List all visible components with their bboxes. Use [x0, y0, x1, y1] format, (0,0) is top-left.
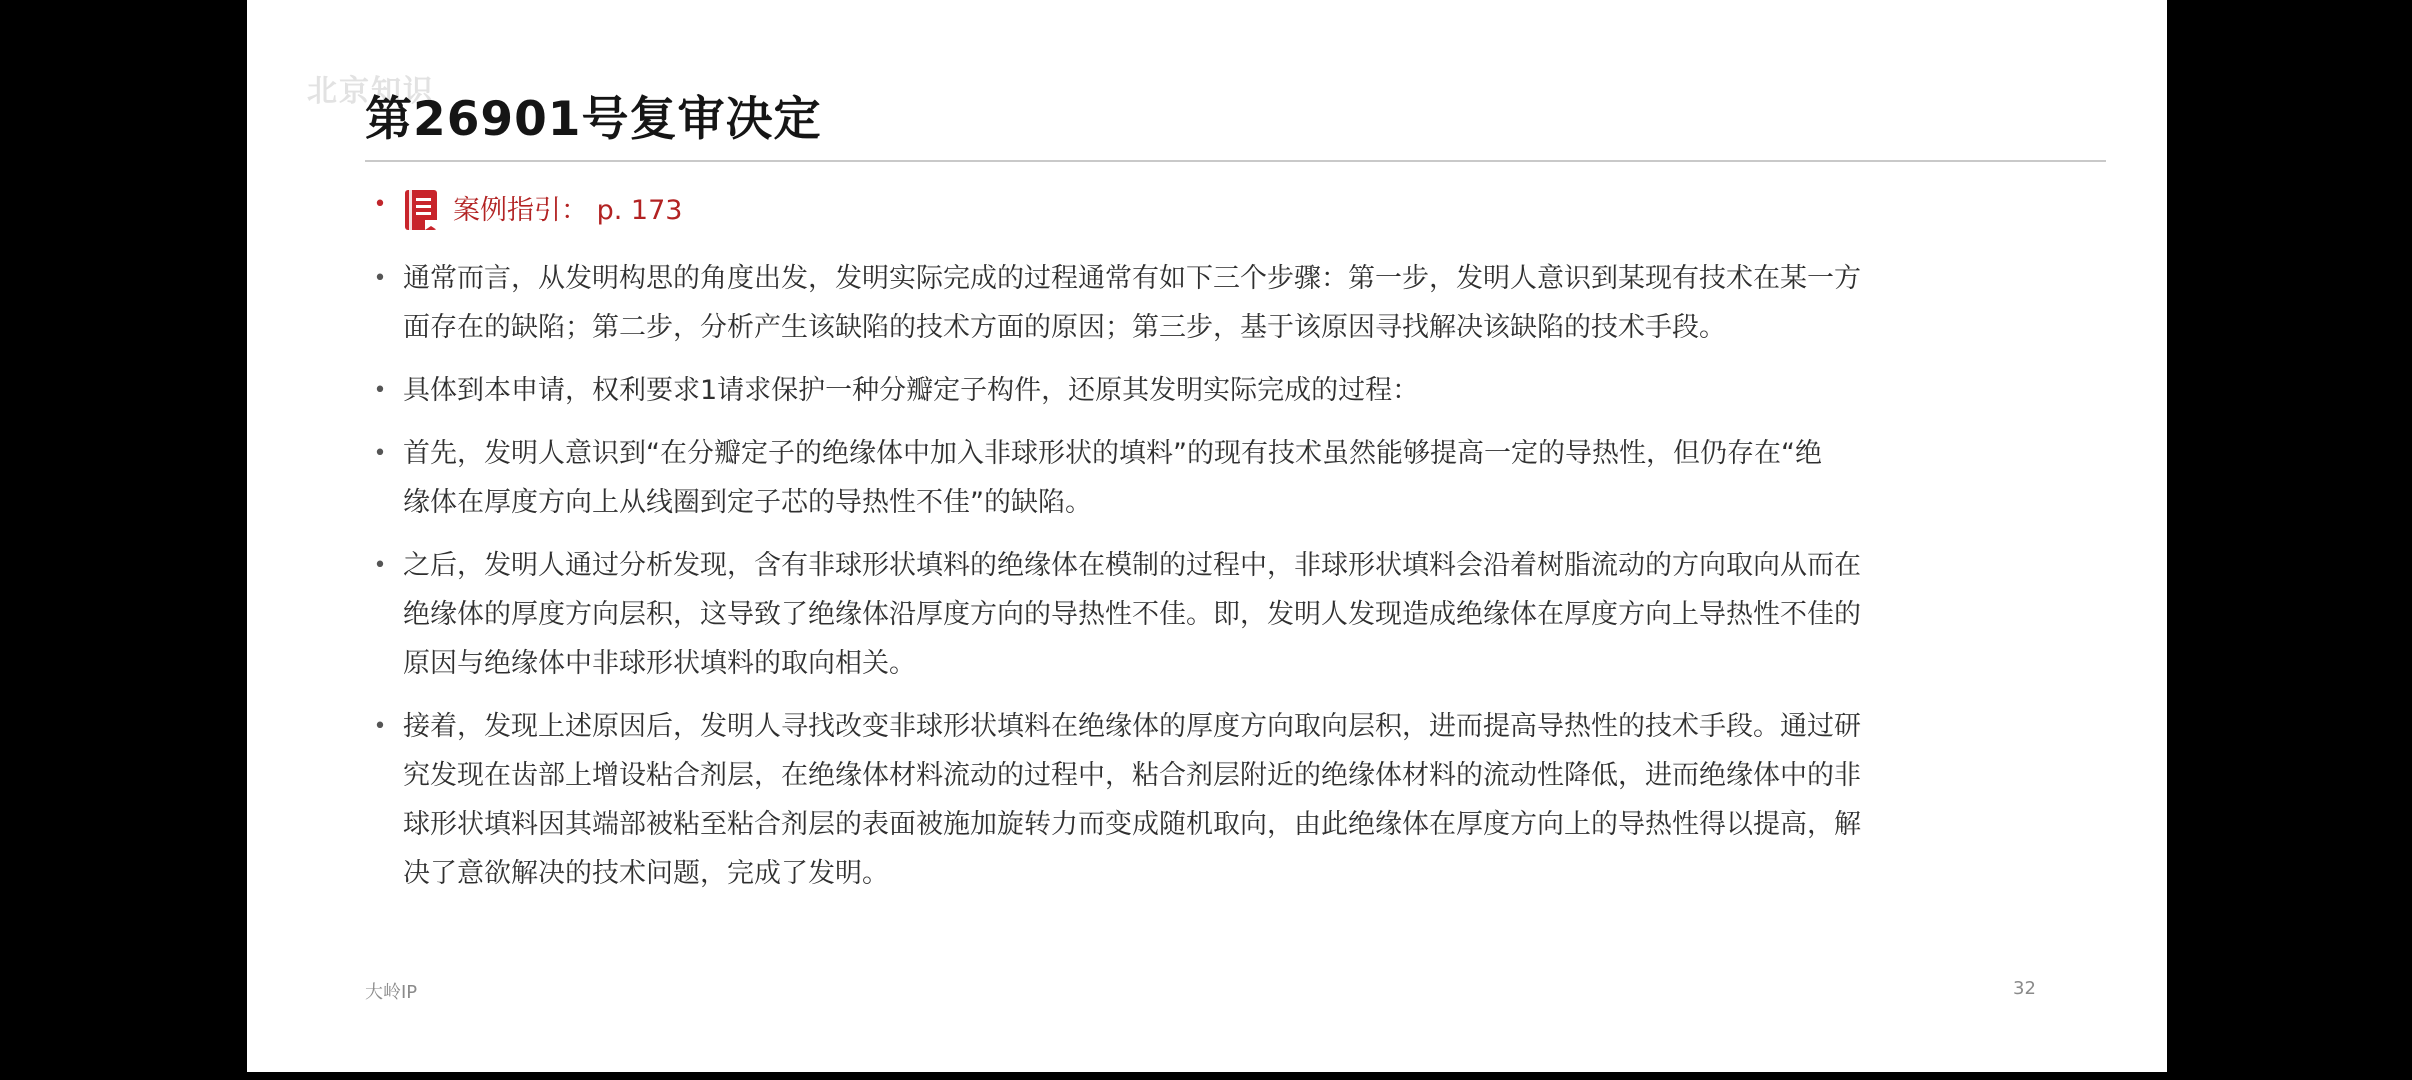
bullet-line: 之后，发明人通过分析发现，含有非球形状填料的绝缘体在模制的过程中，非球形状填料会沿着树脂流动的方向取向从而在	[403, 550, 1861, 581]
bullet-item	[365, 702, 1995, 898]
bullet-dot: •	[373, 192, 387, 217]
title-divider	[365, 160, 2106, 162]
bullet-item	[365, 541, 1995, 688]
page-number: 32	[2013, 978, 2036, 999]
case-guide-row	[403, 180, 1995, 240]
bullet-line: 面存在的缺陷；第二步，分析产生该缺陷的技术方面的原因；第三步，基于该原因寻找解决该缺陷的技术手段。	[403, 312, 1726, 343]
bullet-line: 原因与绝缘体中非球形状填料的取向相关。	[403, 648, 916, 679]
bullet-list	[365, 180, 1995, 912]
bullet-item	[365, 254, 1995, 352]
footer-brand: 大岭IP	[365, 982, 418, 1003]
bullet-dot: •	[373, 714, 387, 739]
bullet-dot: •	[373, 553, 387, 578]
bullet-line: 究发现在齿部上增设粘合剂层，在绝缘体材料流动的过程中，粘合剂层附近的绝缘体材料的流动性降低，进而绝缘体中的非	[403, 760, 1861, 791]
watermark: 北京知识	[307, 74, 435, 109]
slide-title: 第26901号复审决定	[365, 92, 822, 147]
bullet-dot: •	[373, 266, 387, 291]
bullet-item	[365, 429, 1995, 527]
bullet-item	[365, 366, 1995, 415]
presentation-slide	[247, 0, 2167, 1072]
bullet-dot: •	[373, 378, 387, 403]
book-icon	[403, 188, 439, 232]
bullet-line: 球形状填料因其端部被粘至粘合剂层的表面被施加旋转力而变成随机取向，由此绝缘体在厚度方向上的导热性得以提高，解	[403, 809, 1861, 840]
bullet-line: 绝缘体的厚度方向层积，这导致了绝缘体沿厚度方向的导热性不佳。即，发明人发现造成绝缘体在厚度方向上导热性不佳的	[403, 599, 1861, 630]
case-guide-label: 案例指引： p. 173	[453, 194, 683, 226]
bullet-line: 决了意欲解决的技术问题，完成了发明。	[403, 858, 889, 889]
bullet-line: 具体到本申请，权利要求1请求保护一种分瓣定子构件，还原其发明实际完成的过程：	[403, 375, 1420, 406]
bullet-line: 通常而言，从发明构思的角度出发，发明实际完成的过程通常有如下三个步骤：第一步，发明人意识到某现有技术在某一方	[403, 263, 1861, 294]
case-guide-item	[365, 180, 1995, 240]
bullet-line: 首先，发明人意识到“在分瓣定子的绝缘体中加入非球形状的填料”的现有技术虽然能够提高一定的导热性，但仍存在“绝	[403, 438, 1822, 469]
bullet-dot: •	[373, 441, 387, 466]
bullet-line: 缘体在厚度方向上从线圈到定子芯的导热性不佳”的缺陷。	[403, 487, 1092, 518]
bullet-line: 接着，发现上述原因后，发明人寻找改变非球形状填料在绝缘体的厚度方向取向层积，进而提高导热性的技术手段。通过研	[403, 711, 1861, 742]
